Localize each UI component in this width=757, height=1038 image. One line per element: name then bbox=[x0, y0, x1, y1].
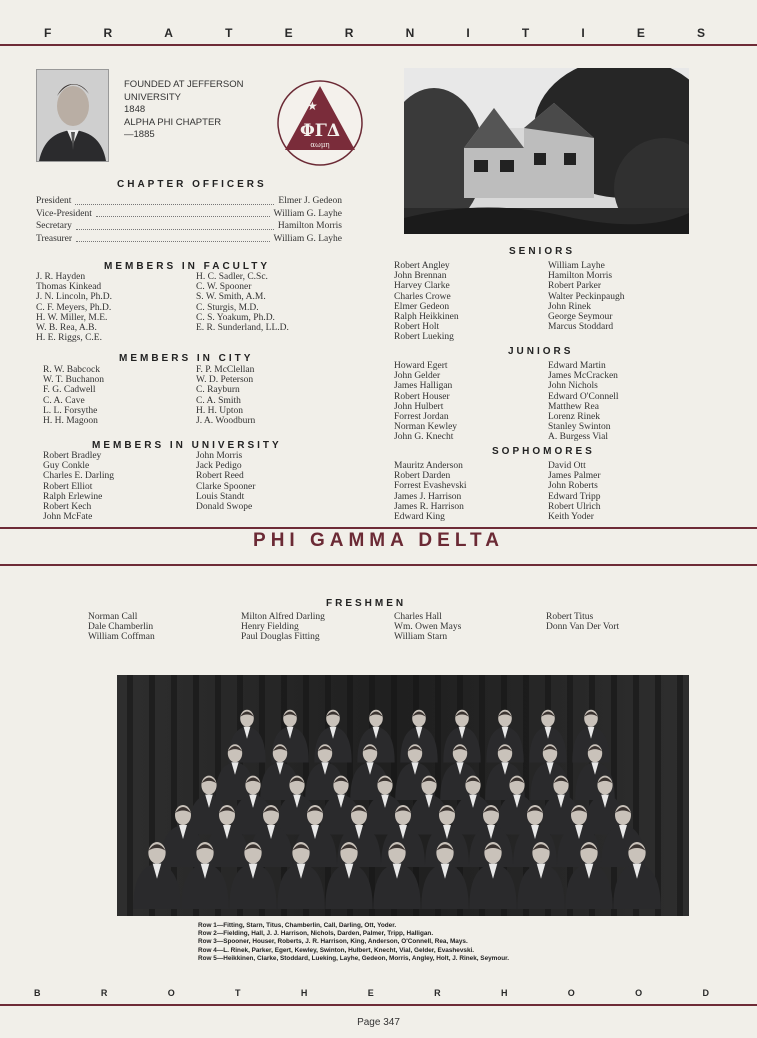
officer-role: Vice-President bbox=[36, 208, 92, 219]
freshmen-col1 bbox=[88, 612, 155, 643]
member-name: Lorenz Rinek bbox=[548, 412, 600, 423]
member-name: C. Sturgis, M.D. bbox=[196, 302, 259, 313]
crest-motto: αωμη bbox=[310, 141, 330, 149]
member-name: C. Rayburn bbox=[196, 385, 240, 396]
member-name: Donn Van Der Vort bbox=[546, 622, 620, 633]
officer-row bbox=[36, 233, 342, 246]
university-col2 bbox=[196, 451, 255, 512]
member-name: R. W. Babcock bbox=[43, 365, 100, 375]
member-name: C. A. Cave bbox=[43, 395, 85, 406]
footer-letter: T bbox=[235, 988, 241, 998]
member-name: E. R. Sunderland, LL.D. bbox=[196, 323, 289, 334]
member-name: Robert Houser bbox=[394, 391, 450, 402]
page-number: Page 347 bbox=[357, 1017, 400, 1028]
member-name: Norman Call bbox=[88, 612, 138, 622]
member-name: C. A. Smith bbox=[196, 395, 241, 406]
officer-name: William G. Layhe bbox=[273, 233, 342, 244]
header-letter: I bbox=[581, 26, 585, 40]
member-name: Robert Kech bbox=[43, 502, 92, 513]
member-name: Elmer Gedeon bbox=[394, 301, 450, 312]
freshmen-col4 bbox=[546, 612, 619, 632]
sophomores-title: SOPHOMORES bbox=[492, 446, 595, 457]
member-name: Ralph Heikkinen bbox=[394, 312, 459, 323]
member-name: George Seymour bbox=[548, 312, 613, 323]
member-name: W. T. Buchanon bbox=[43, 375, 105, 386]
member-name: Donald Swope bbox=[196, 502, 253, 513]
member-name: Clarke Spooner bbox=[196, 481, 256, 492]
member-name: Howard Egert bbox=[394, 361, 448, 371]
member-name: F. G. Cadwell bbox=[43, 385, 96, 396]
member-name: J. R. Hayden bbox=[36, 272, 86, 282]
footer-brotherhood bbox=[0, 988, 757, 998]
member-name: John Nichols bbox=[548, 381, 598, 392]
officer-row bbox=[36, 195, 342, 208]
chapter-name: ALPHA PHI CHAPTER bbox=[124, 116, 222, 128]
member-name: Stanley Swinton bbox=[548, 422, 611, 433]
member-name: Matthew Rea bbox=[548, 401, 599, 412]
juniors-col2 bbox=[548, 361, 619, 443]
member-name: William Starn bbox=[394, 632, 448, 643]
header-letter: T bbox=[225, 26, 233, 40]
member-name: John McFate bbox=[43, 512, 93, 523]
member-name: Forrest Evashevski bbox=[394, 481, 467, 492]
freshmen-col3 bbox=[394, 612, 461, 643]
member-name: H. C. Sadler, C.Sc. bbox=[196, 272, 268, 282]
member-name: J. A. Woodburn bbox=[196, 416, 256, 427]
footer-letter: O bbox=[567, 988, 575, 998]
header-letter: R bbox=[103, 26, 113, 40]
member-name: Harvey Clarke bbox=[394, 281, 450, 292]
seniors-col2 bbox=[548, 261, 625, 332]
svg-text:★: ★ bbox=[307, 99, 318, 113]
header-letter: T bbox=[521, 26, 530, 40]
member-name: A. Burgess Vial bbox=[548, 432, 609, 443]
footer-letter: B bbox=[34, 988, 41, 998]
fraternity-crest bbox=[277, 80, 363, 166]
header-fraternities bbox=[0, 26, 757, 40]
header-rule bbox=[0, 44, 757, 46]
member-name: James R. Harrison bbox=[394, 501, 464, 512]
city-col1 bbox=[43, 365, 104, 426]
caption-row-1: Row 1—Fitting, Starn, Titus, Chamberlin, Call, Darling, Ott, Yoder. bbox=[198, 922, 397, 929]
officer-name: William G. Layhe bbox=[273, 208, 342, 219]
leader-dots bbox=[75, 195, 274, 205]
footer-letter: O bbox=[635, 988, 643, 998]
member-name: Robert Titus bbox=[546, 612, 594, 622]
member-name: Robert Holt bbox=[394, 322, 440, 333]
member-name: W. D. Peterson bbox=[196, 375, 254, 386]
member-name: Edward Tripp bbox=[548, 491, 601, 502]
member-name: Keith Yoder bbox=[548, 512, 594, 523]
member-name: Robert Ulrich bbox=[548, 501, 601, 512]
officer-role: Treasurer bbox=[36, 233, 73, 244]
member-name: Robert Bradley bbox=[43, 451, 102, 461]
member-name: Edward O'Connell bbox=[548, 391, 619, 402]
member-name: Dale Chamberlin bbox=[88, 622, 154, 633]
member-name: Henry Fielding bbox=[241, 622, 299, 633]
founding-info bbox=[124, 79, 243, 142]
member-name: Hamilton Morris bbox=[548, 271, 613, 282]
header-letter: S bbox=[696, 26, 705, 40]
seniors-title: SENIORS bbox=[509, 246, 576, 257]
member-name: Charles Crowe bbox=[394, 291, 451, 302]
footer-letter: O bbox=[167, 988, 175, 998]
founded-line2: UNIVERSITY bbox=[124, 91, 182, 103]
member-name: Walter Peckinpaugh bbox=[548, 291, 625, 302]
member-name: Edward Martin bbox=[548, 361, 606, 371]
member-name: Mauritz Anderson bbox=[394, 461, 463, 471]
header-letter: I bbox=[466, 26, 470, 40]
leader-dots bbox=[76, 233, 269, 243]
chapter-group-photo bbox=[117, 675, 689, 916]
faculty-col2 bbox=[196, 272, 289, 333]
officer-name: Elmer J. Gedeon bbox=[278, 196, 342, 206]
caption-row-4: Row 4—L. Rinek, Parker, Egert, Kewley, Swinton, Hulbert, Knecht, Vial, Gelder, Evashevski. bbox=[198, 946, 475, 954]
member-name: John Hulbert bbox=[394, 401, 444, 412]
members-city-title: MEMBERS IN CITY bbox=[119, 353, 254, 364]
member-name: Ralph Erlewine bbox=[43, 491, 103, 502]
chapter-house-photo bbox=[404, 68, 689, 234]
header-letter: F bbox=[44, 26, 52, 40]
founded-year: 1848 bbox=[124, 104, 146, 115]
officer-name: Hamilton Morris bbox=[277, 221, 342, 231]
officer-role: President bbox=[36, 196, 72, 206]
freshmen-title: FRESHMEN bbox=[326, 598, 407, 609]
member-name: J. N. Lincoln, Ph.D. bbox=[36, 292, 112, 303]
member-name: Marcus Stoddard bbox=[548, 322, 614, 333]
member-name: Robert Reed bbox=[196, 471, 244, 482]
seniors-col1 bbox=[394, 261, 459, 343]
member-name: Charles E. Darling bbox=[43, 471, 114, 482]
member-name: Robert Lueking bbox=[394, 332, 454, 343]
header-letter: E bbox=[636, 26, 645, 40]
member-name: H. H. Upton bbox=[196, 405, 243, 416]
member-name: Paul Douglas Fitting bbox=[241, 632, 320, 643]
member-name: James McCracken bbox=[548, 371, 618, 382]
member-name: Louis Standt bbox=[196, 491, 245, 502]
member-name: Robert Parker bbox=[548, 281, 602, 292]
member-name: David Ott bbox=[548, 461, 586, 471]
officer-role: Secretary bbox=[36, 221, 72, 231]
leader-dots bbox=[96, 208, 270, 218]
footer-letter: H bbox=[500, 988, 508, 998]
photo-caption bbox=[198, 922, 509, 963]
member-name: Thomas Kinkead bbox=[36, 282, 102, 293]
juniors-title: JUNIORS bbox=[508, 346, 574, 357]
member-name: H. W. Miller, M.E. bbox=[36, 312, 108, 323]
juniors-col1 bbox=[394, 361, 457, 443]
member-name: W. B. Rea, A.B. bbox=[36, 323, 97, 334]
footer-letter: E bbox=[367, 988, 374, 998]
banner-rule-bottom bbox=[0, 564, 757, 566]
member-name: C. F. Meyers, Ph.D. bbox=[36, 302, 112, 313]
member-name: William Coffman bbox=[88, 632, 155, 643]
member-name: Robert Elliot bbox=[43, 481, 93, 492]
fraternity-name-banner: PHI GAMMA DELTA bbox=[253, 530, 504, 551]
header-letter: N bbox=[405, 26, 415, 40]
member-name: L. L. Forsythe bbox=[43, 405, 98, 416]
portrait-image bbox=[37, 70, 108, 161]
member-name: Edward King bbox=[394, 512, 445, 523]
member-name: H. H. Magoon bbox=[43, 416, 98, 427]
member-name: John Brennan bbox=[394, 271, 447, 282]
officer-row bbox=[36, 208, 342, 221]
sophomores-col1 bbox=[394, 461, 467, 522]
member-name: John Morris bbox=[196, 451, 243, 461]
member-name: John Gelder bbox=[394, 371, 441, 382]
member-name: F. P. McClellan bbox=[196, 365, 255, 375]
member-name: Guy Conkle bbox=[43, 461, 90, 472]
founded-line1: FOUNDED AT JEFFERSON bbox=[124, 79, 244, 90]
crest-letters: ΦΓΔ bbox=[299, 121, 341, 141]
officer-row bbox=[36, 220, 342, 233]
footer-letter: R bbox=[434, 988, 441, 998]
university-col1 bbox=[43, 451, 114, 522]
footer-letter: H bbox=[300, 988, 308, 998]
member-name: John Rinek bbox=[548, 301, 592, 312]
caption-row-2: Row 2—Fielding, Hall, J. J. Harrison, Nichols, Darden, Palmer, Tripp, Halligan. bbox=[198, 930, 434, 938]
chapter-officers-title: CHAPTER OFFICERS bbox=[117, 179, 267, 190]
member-portrait bbox=[36, 69, 109, 162]
member-name: Forrest Jordan bbox=[394, 412, 449, 423]
member-name: Milton Alfred Darling bbox=[241, 612, 325, 622]
footer-letter: R bbox=[100, 988, 108, 998]
chapter-officers-list bbox=[36, 195, 342, 245]
member-name: Wm. Owen Mays bbox=[394, 622, 462, 633]
header-letter: A bbox=[164, 26, 173, 40]
member-name: Robert Angley bbox=[394, 261, 450, 271]
member-name: Jack Pedigo bbox=[196, 461, 242, 472]
member-name: S. W. Smith, A.M. bbox=[196, 292, 266, 303]
member-name: John Roberts bbox=[548, 481, 598, 492]
member-name: James Halligan bbox=[394, 381, 453, 392]
sophomores-col2 bbox=[548, 461, 601, 522]
caption-row-5: Row 5—Heikkinen, Clarke, Stoddard, Lueking, Layhe, Gedeon, Morris, Angley, Holt, J. Rinek, Seymour. bbox=[198, 954, 510, 962]
member-name: C. W. Spooner bbox=[196, 282, 252, 293]
freshmen-col2 bbox=[241, 612, 325, 643]
faculty-col1 bbox=[36, 272, 112, 343]
member-name: James J. Harrison bbox=[394, 491, 462, 502]
footer-rule bbox=[0, 1004, 757, 1006]
member-name: Charles Hall bbox=[394, 612, 442, 622]
member-name: William Layhe bbox=[548, 261, 605, 271]
member-name: John G. Knecht bbox=[394, 432, 454, 443]
footer-letter: D bbox=[702, 988, 709, 998]
city-col2 bbox=[196, 365, 255, 426]
members-faculty-title: MEMBERS IN FACULTY bbox=[104, 261, 271, 272]
members-university-title: MEMBERS IN UNIVERSITY bbox=[92, 440, 282, 451]
caption-row-3: Row 3—Spooner, Houser, Roberts, J. R. Harrison, King, Anderson, O'Connell, Rea, Mays. bbox=[198, 938, 468, 946]
member-name: Robert Darden bbox=[394, 471, 451, 482]
leader-dots bbox=[76, 220, 274, 230]
member-name: James Palmer bbox=[548, 471, 601, 482]
chapter-year: —1885 bbox=[124, 129, 155, 140]
header-letter: R bbox=[344, 26, 354, 40]
header-letter: E bbox=[284, 26, 293, 40]
member-name: Norman Kewley bbox=[394, 422, 458, 433]
member-name: C. S. Yoakum, Ph.D. bbox=[196, 312, 275, 323]
banner-rule-top bbox=[0, 527, 757, 529]
member-name: H. E. Riggs, C.E. bbox=[36, 333, 102, 344]
